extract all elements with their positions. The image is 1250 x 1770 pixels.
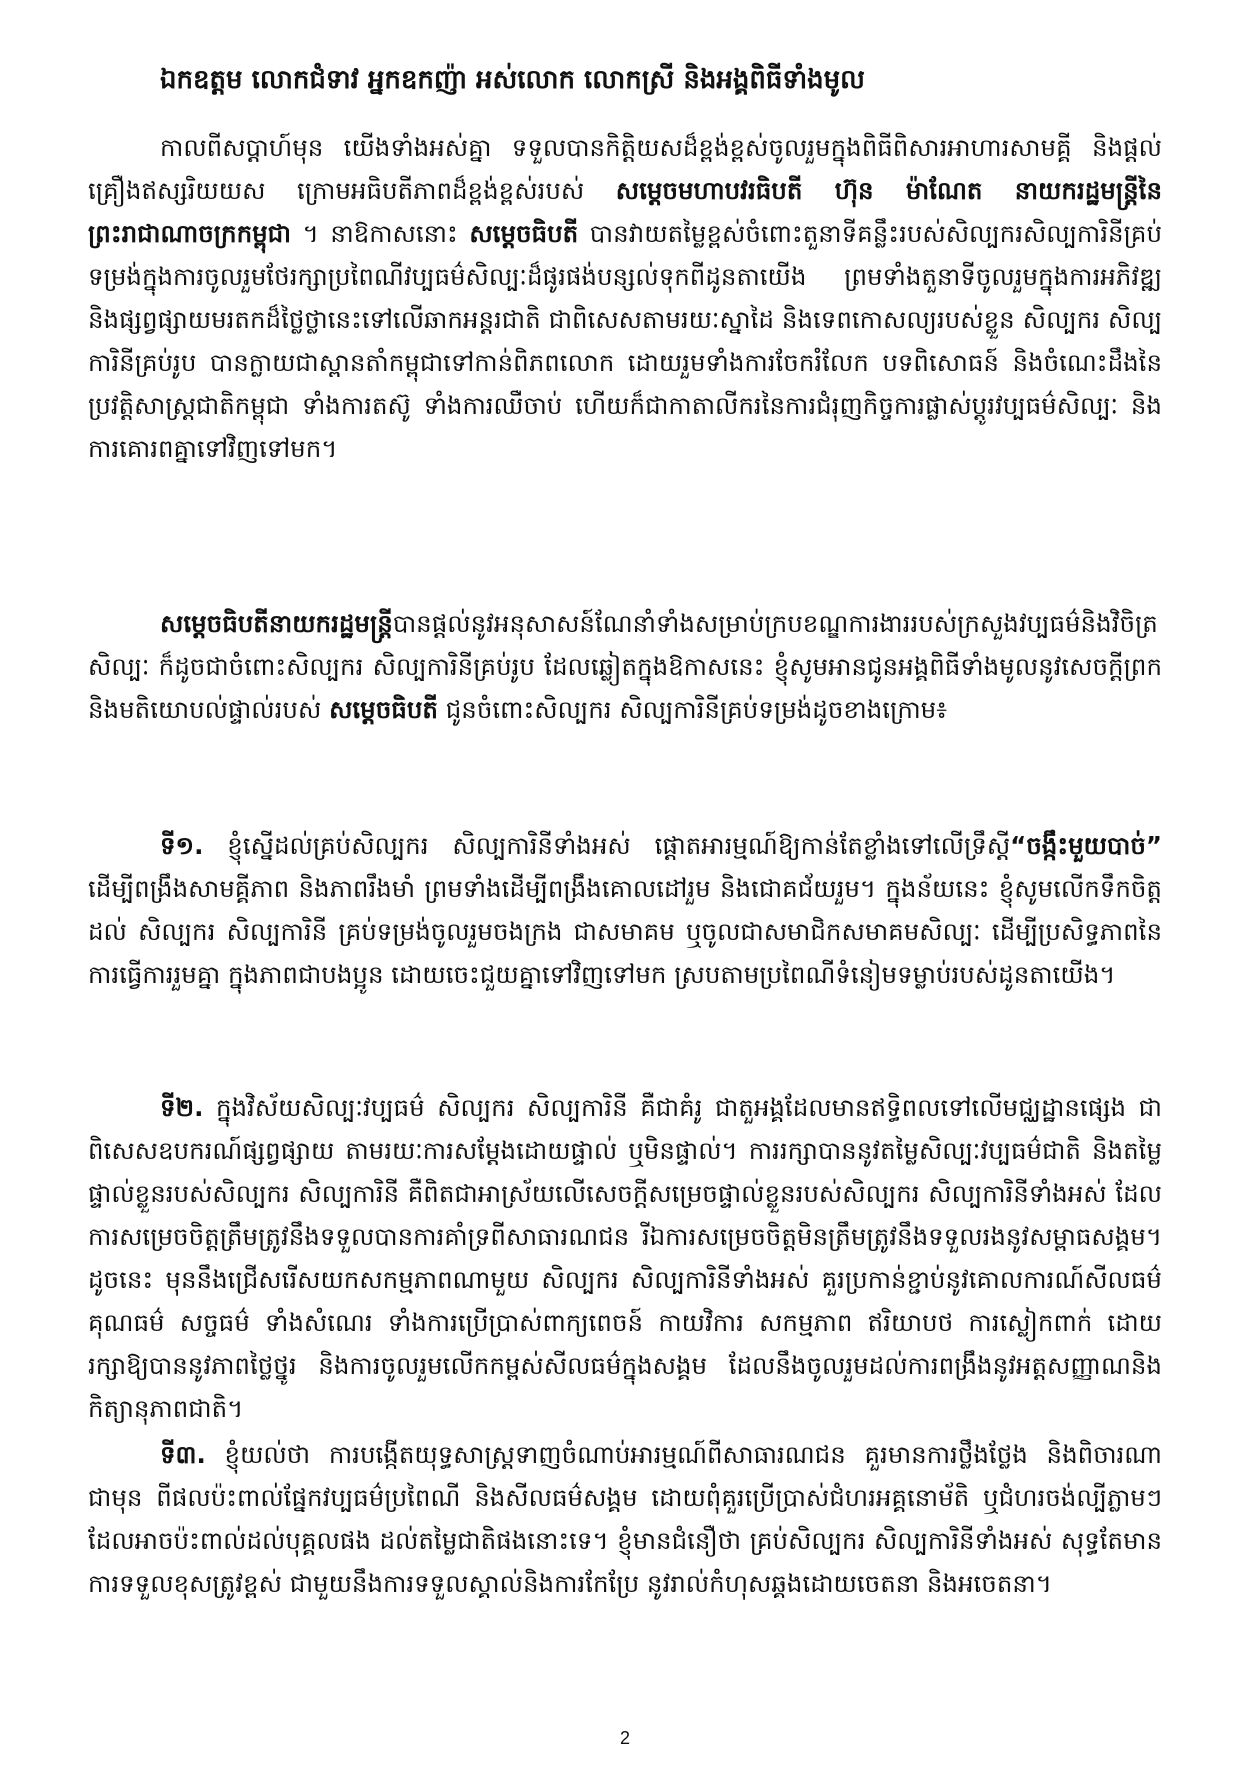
paragraph-point-3 (88, 1433, 1162, 1605)
p1-bold-samdech: សម្តេចធិបតី (469, 219, 579, 248)
p3-text-2: ដើម្បីពង្រឹងសាមគ្គីភាព និងភាពរឹងមាំ ព្រមទាំងដើម្បីពង្រឹងគោលដៅរួម និងជោគជ័យរួម។ ក្នុងន័យនេះ ខ្ញុំសូមលើកទឹកចិត្តដល់ សិល្បករ សិល្បការិនី គ្រប់ទម្រង់ចូលរួមចងក្រង ជាសមាគម ឬចូលជាសមាជិកសមាគមសិល្បៈ ដើម្បីប្រសិទ្ធភាពនៃការធ្វើការរួមគ្នា ក្នុងភាពជាបងប្អូន ដោយចេះជួយគ្នាទៅវិញទៅមក ស្របតាមប្រពៃណីទំនៀមទម្លាប់របស់ដូនតាយើង។ (88, 874, 1162, 989)
p2-text-2: ជូនចំពោះសិល្បករ សិល្បការិនីគ្រប់ទម្រង់ដូចខាងក្រោម៖ (437, 695, 947, 724)
paragraph-2 (88, 602, 1162, 731)
p5-text-1: ខ្ញុំយល់ថា ការបង្កើតយុទ្ធសាស្ត្រទាញចំណាប់អារម្មណ៍ពីសាធារណជន គួរមានការថ្លឹងថ្លែង និងពិចារណាជាមុន ពីផលប៉ះពាល់ផ្នែកវប្បធម៌ប្រពៃណី និងសីលធម៌សង្គម ដោយពុំគួរប្រើប្រាស់ជំហរអគ្គនោម័តិ ឬជំហរចង់ល្បីភ្លាមៗ ដែលអាចប៉ះពាល់ដល់បុគ្គលផង ដល់តម្លៃជាតិផងនោះទេ។ ខ្ញុំមានជំនឿថា គ្រប់សិល្បករ សិល្បការិនីទាំងអស់ សុទ្ធតែមានការទទួលខុសត្រូវខ្ពស់ ជាមួយនឹងការទទួលស្គាល់និងការកែប្រែ នូវរាល់កំហុសឆ្គងដោយចេតនា និងអចេតនា។ (88, 1440, 1162, 1598)
p1-text-1: កាលពីសប្តាហ៍មុន យើងទាំងអស់គ្នា ទទួលបានកិត្តិយសដ៏ខ្ពង់ខ្ពស់ចូលរួមក្នុងពិធីពិសារអាហារសាមគ្គី និងផ្តល់គ្រឿងឥស្សរិយយស ក្រោមអធិបតីភាពដ៏ខ្ពង់ខ្ពស់របស់ (88, 133, 1162, 205)
p3-text-1: ខ្ញុំស្នើដល់គ្រប់សិល្បករ សិល្បការិនីទាំងអស់ ផ្តោតអារម្មណ៍ឱ្យកាន់តែខ្លាំងទៅលើទ្រឹស្តី (203, 831, 1011, 860)
p1-text-3: បានវាយតម្លៃខ្ពស់ចំពោះតួនាទីគន្លឹះរបស់សិល្បករសិល្បការិនីគ្រប់ទម្រង់ក្នុងការចូលរួមថែរក្សាប្រពៃណីវប្បធម៌សិល្បៈដ៏ផូរផង់បន្សល់ទុកពីដូនតាយើង ព្រមទាំងតួនាទីចូលរួមក្នុងការអភិវឌ្ឍ និងផ្សព្វផ្សាយមរតកដ៏ថ្លៃថ្លានេះទៅលើឆាកអន្តរជាតិ ជាពិសេសតាមរយៈស្នាដៃ និងទេពកោសល្យរបស់ខ្លួន សិល្បករ សិល្បការិនីគ្រប់រូប បានក្លាយជាស្ពានតាំកម្ពុជាទៅកាន់ពិភពលោក ដោយរួមទាំងការចែករំលែក បទពិសោធន៍ និងចំណេះដឹងនៃប្រវត្តិសាស្ត្រជាតិកម្ពុជា ទាំងការតស៊ូ ទាំងការឈឺចាប់ ហើយក៏ជាកាតាលីករនៃការជំរុញកិច្ចការផ្លាស់ប្តូរវប្បធម៌សិល្បៈ និងការគោរពគ្នាទៅវិញទៅមក។ (88, 219, 1162, 463)
p3-bold-quote: “ចង្កឹះមួយបាច់” (1010, 831, 1162, 860)
paragraph-point-2 (88, 1086, 1162, 1430)
p2-text-1: បានផ្តល់នូវអនុសាសន៍ណែនាំទាំងសម្រាប់ក្របខណ្ឌការងាររបស់ក្រសួងវប្បធម៌និងវិចិត្រសិល្បៈ ក៏ដូចជាចំពោះសិល្បករ សិល្បការិនីគ្រប់រូប ដែលឆ្លៀតក្នុងឱកាសនេះ ខ្ញុំសូមអានជូនអង្គពិធីទាំងមូលនូវសេចក្តីព្រក និងមតិយោបល់ផ្ទាល់របស់ (88, 609, 1162, 724)
paragraph-1 (88, 126, 1162, 470)
p1-text-2: ។ នាឱកាសនោះ (291, 219, 470, 248)
salutation-heading: ឯកឧត្តម លោកជំទាវ អ្នកឧកញ៉ា អស់លោក លោកស្រី និងអង្គពិធីទាំងមូល (160, 65, 865, 95)
point-3-label: ទី៣. (160, 1440, 206, 1469)
p2-bold-samdech: សម្តេចធិបតី (329, 695, 438, 724)
point-1-label: ទី១. (160, 831, 204, 860)
page-number: 2 (619, 1728, 630, 1748)
p2-bold-pm: សម្តេចធិបតីនាយករដ្ឋមន្ត្រី (160, 609, 393, 638)
point-2-label: ទី២. (160, 1093, 204, 1122)
paragraph-point-1 (88, 824, 1162, 996)
p4-text-1: ក្នុងវិស័យសិល្បៈវប្បធម៌ សិល្បករ សិល្បការិនី គឺជាគំរូ ជាតួអង្គដែលមានឥទ្ធិពលទៅលើមជ្ឈដ្ឋានផ្សេង ជាពិសេសឧបករណ៍ផ្សព្វផ្សាយ តាមរយៈការសម្តែងដោយផ្ទាល់ ឬមិនផ្ទាល់។ ការរក្សាបាននូវតម្លៃសិល្បៈវប្បធម៌ជាតិ និងតម្លៃផ្ទាល់ខ្លួនរបស់សិល្បករ សិល្បការិនី គឺពិតជាអាស្រ័យលើសេចក្តីសម្រេចផ្ទាល់ខ្លួនរបស់សិល្បករ សិល្បការិនីទាំងអស់ ដែលការសម្រេចចិត្តត្រឹមត្រូវនឹងទទួលបានការគាំទ្រពីសាធារណជន រីឯការសម្រេចចិត្តមិនត្រឹមត្រូវនឹងទទួលរងនូវសម្ពាធសង្គម។ ដូចនេះ មុននឹងជ្រើសរើសយកសកម្មភាពណាមួយ សិល្បករ សិល្បការិនីទាំងអស់ គួរប្រកាន់ខ្ជាប់នូវគោលការណ៍សីលធម៌ គុណធម៌ សច្ចធម៌ ទាំងសំណេរ ទាំងការប្រើប្រាស់ពាក្យពេចន៍ កាយវិការ សកម្មភាព ឥរិយាបថ ការស្លៀកពាក់ ដោយរក្សាឱ្យបាននូវភាពថ្លៃថ្នូរ និងការចូលរួមលើកកម្ពស់សីលធម៌ក្នុងសង្គម ដែលនឹងចូលរួមដល់ការពង្រឹងនូវអត្តសញ្ញាណនិងកិត្យានុភាពជាតិ។ (88, 1093, 1162, 1423)
p1-bold-pm-title: សម្តេចមហាបវរធិបតី ហ៊ុន ម៉ាណែត នាយករដ្ឋមន្ត្រីនៃព្រះរាជាណាចក្រកម្ពុជា (88, 176, 1162, 248)
